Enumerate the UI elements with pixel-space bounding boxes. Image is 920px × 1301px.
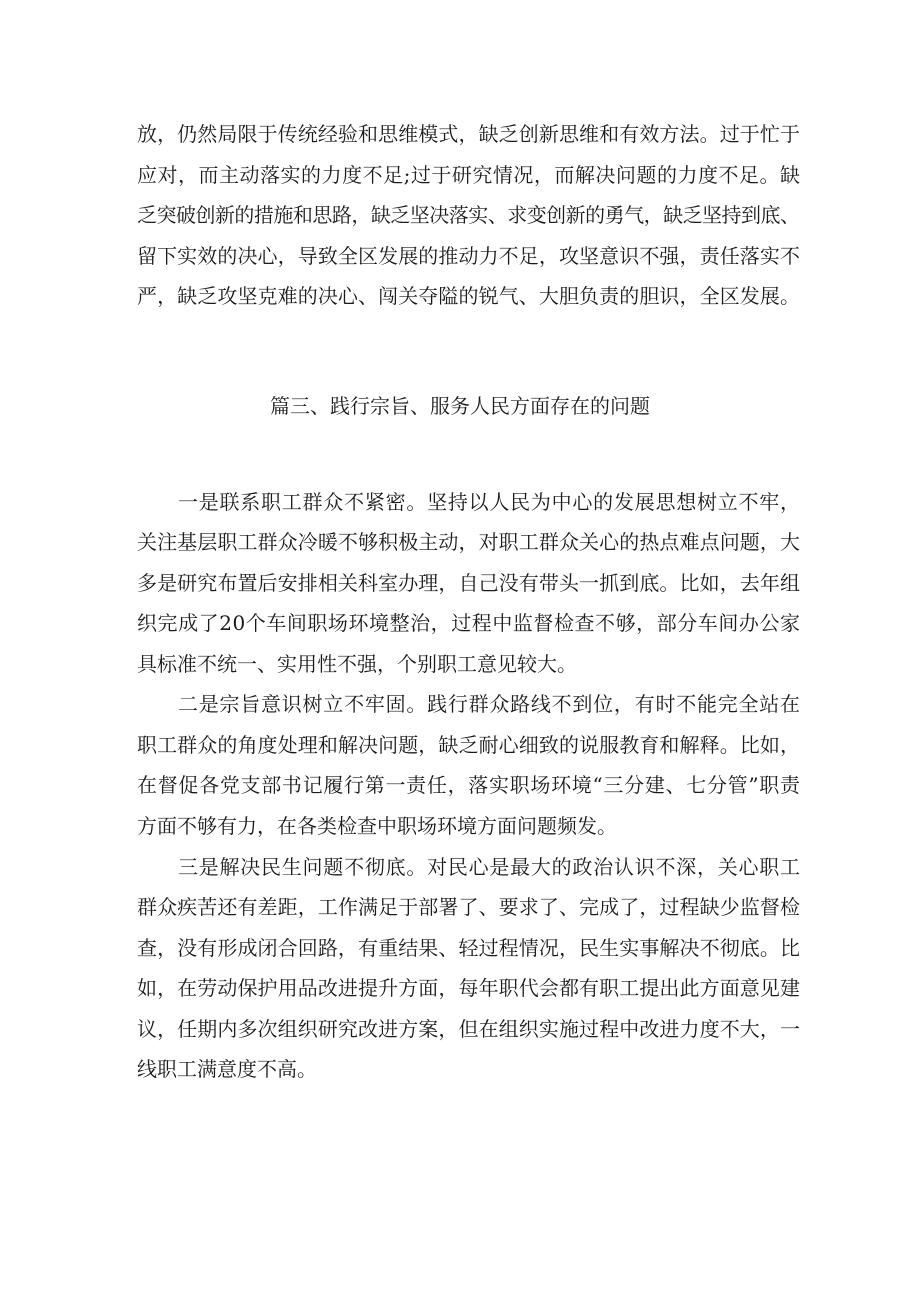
text-line [0, 155, 920, 195]
text-line-content: 在督促各党支部书记履行第一责任，落实职场环境“三分建、七分管”职责 [137, 773, 801, 797]
text-line [0, 114, 920, 154]
text-line-content: 应对，而主动落实的力度不足;过于研究情况，而解决问题的力度不足。缺 [137, 163, 801, 187]
text-line [0, 195, 920, 235]
text-line [0, 968, 920, 1008]
text-line-content: 织完成了20个车间职场环境整治，过程中监督检查不够，部分车间办公家 [137, 611, 801, 635]
text-line-content: 乏突破创新的措施和思路，缺乏坚决落实、求变创新的勇气，缺乏坚持到底、 [137, 203, 800, 227]
text-line [0, 765, 920, 805]
text-line-content: 线职工满意度不高。 [137, 1057, 317, 1081]
text-line-content: 职工群众的角度处理和解决问题，缺乏耐心细致的说服教育和解释。比如， [137, 733, 801, 757]
text-line [0, 522, 920, 562]
text-line [0, 684, 920, 724]
text-line-content: 议，任期内多次组织研究改进方案，但在组织实施过程中改进力度不大，一 [137, 1017, 801, 1041]
text-line [0, 236, 920, 276]
text-line-content: 具标准不统一、实用性不强，个别职工意见较大。 [137, 652, 577, 676]
text-line [0, 276, 920, 316]
text-line-content: 留下实效的决心，导致全区发展的推动力不足，攻坚意识不强，责任落实不 [137, 244, 801, 268]
text-line [0, 725, 920, 765]
text-line [0, 644, 920, 684]
text-line-content: 群众疾苦还有差距，工作满足于部署了、要求了、完成了，过程缺少监督检 [137, 895, 801, 919]
text-line-content: 三是解决民生问题不彻底。对民心是最大的政治认识不深，关心职工 [178, 855, 801, 879]
section-heading: 篇三、践行宗旨、服务人民方面存在的问题 [270, 394, 650, 418]
text-line [0, 928, 920, 968]
text-line-content: 严，缺乏攻坚克难的决心、闯关夺隘的锐气、大胆负责的胆识，全区发展。 [137, 284, 801, 308]
text-line [0, 847, 920, 887]
text-line-content: 多是研究布置后安排相关科室办理，自己没有带头一抓到底。比如，去年组 [137, 571, 801, 595]
text-line-content: 方面不够有力，在各类检查中职场环境方面问题频发。 [137, 814, 617, 838]
text-line [0, 887, 920, 927]
text-line [0, 603, 920, 643]
text-line [0, 563, 920, 603]
text-line [0, 1049, 920, 1089]
text-line-content: 放，仍然局限于传统经验和思维模式，缺乏创新思维和有效方法。过于忙于 [137, 122, 801, 146]
text-line [0, 1009, 920, 1049]
text-line-content: 如，在劳动保护用品改进提升方面，每年职代会都有职工提出此方面意见建 [137, 976, 801, 1000]
text-line-content: 二是宗旨意识树立不牢固。践行群众路线不到位，有时不能完全站在 [178, 692, 801, 716]
text-line [0, 806, 920, 846]
text-line-content: 关注基层职工群众冷暖不够积极主动，对职工群众关心的热点难点问题，大 [137, 530, 801, 554]
text-line [0, 482, 920, 522]
text-line-content: 查，没有形成闭合回路，有重结果、轻过程情况，民生实事解决不彻底。比 [137, 936, 801, 960]
text-line-content: 一是联系职工群众不紧密。坚持以人民为中心的发展思想树立不牢， [178, 490, 801, 514]
